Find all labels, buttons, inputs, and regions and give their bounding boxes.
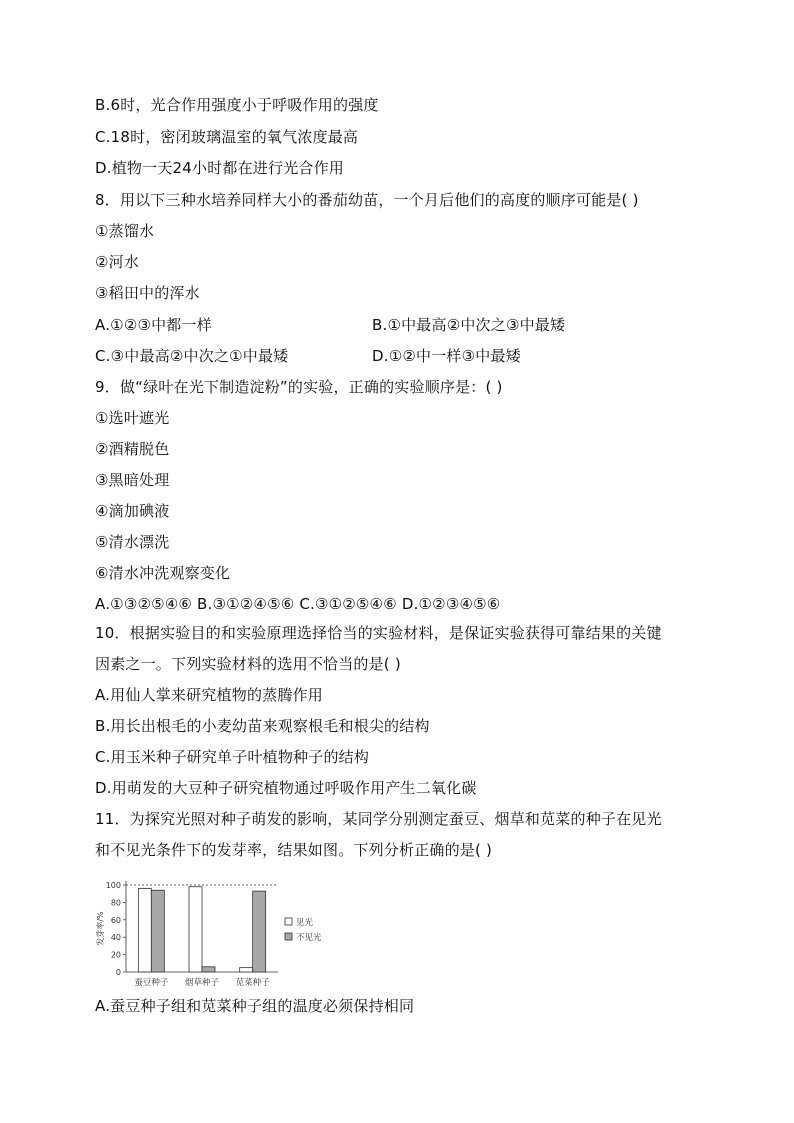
- q11-option-a: A.蚕豆种子组和苋菜种子组的温度必须保持相同: [95, 997, 415, 1015]
- q10-option-c: C.用玉米种子研究单子叶植物种子的结构: [95, 748, 370, 766]
- q10-stem-line-2: 因素之一。下列实验材料的选用不恰当的是( ): [95, 655, 401, 673]
- q11-stem-line-1: 11．为探究光照对种子萌发的影响，某同学分别测定蚕豆、烟草和苋菜的种子在见光: [95, 810, 662, 828]
- y-tick-label: 40: [110, 933, 121, 943]
- q9-options: A.①③②⑤④⑥ B.③①②④⑤⑥ C.③①②⑤④⑥ D.①②③④⑤⑥: [95, 595, 501, 613]
- q9-step-5: ⑤清水漂洗: [95, 533, 170, 551]
- bar-dark-2: [202, 967, 215, 972]
- y-tick-label: 100: [105, 881, 121, 890]
- q8-option-a: A.①②③中都一样: [95, 316, 212, 334]
- q11-stem-line-2: 和不见光条件下的发芽率，结果如图。下列分析正确的是( ): [95, 841, 493, 859]
- y-tick-label: 0: [115, 968, 121, 977]
- q8-option-b: B.①中最高②中次之③中最矮: [372, 316, 566, 334]
- q8-item-2: ②河水: [95, 253, 140, 271]
- legend-label-1: 见光: [296, 918, 314, 928]
- q8-option-d: D.①②中一样③中最矮: [372, 347, 521, 365]
- q7-option-b: B.6时，光合作用强度小于呼吸作用的强度: [95, 96, 379, 114]
- bar-light-1: [138, 888, 151, 972]
- q10-option-d: D.用萌发的大豆种子研究植物通过呼吸作用产生二氧化碳: [95, 779, 477, 797]
- y-tick-label: 60: [110, 915, 121, 925]
- x-category-label: 苋菜种子: [235, 978, 270, 988]
- q7-option-d: D.植物一天24小时都在进行光合作用: [95, 159, 345, 177]
- germination-rate-bar-chart: [92, 876, 332, 994]
- legend-swatch-1: [285, 918, 292, 925]
- q9-step-3: ③黑暗处理: [95, 471, 170, 489]
- bar-light-3: [240, 968, 253, 972]
- q10-stem-line-1: 10．根据实验目的和实验原理选择恰当的实验材料，是保证实验获得可靠结果的关键: [95, 624, 662, 642]
- q8-stem: 8．用以下三种水培养同样大小的番茄幼苗，一个月后他们的高度的顺序可能是( ): [95, 191, 639, 209]
- x-category-label: 蚕豆种子: [134, 978, 169, 988]
- q9-step-6: ⑥清水冲洗观察变化: [95, 564, 231, 582]
- q9-step-1: ①选叶遮光: [95, 409, 170, 427]
- x-category-label: 烟草种子: [184, 978, 220, 988]
- bar-dark-1: [151, 890, 164, 972]
- q10-option-b: B.用长出根毛的小麦幼苗来观察根毛和根尖的结构: [95, 717, 430, 735]
- y-axis-label: 发芽率/%: [96, 911, 105, 946]
- q9-step-4: ④滴加碘液: [95, 502, 170, 520]
- bar-dark-3: [253, 891, 266, 972]
- q9-step-2: ②酒精脱色: [95, 440, 170, 458]
- q8-item-3: ③稻田中的浑水: [95, 284, 200, 302]
- q10-option-a: A.用仙人掌来研究植物的蒸腾作用: [95, 686, 323, 704]
- legend-label-2: 不见光: [296, 933, 322, 943]
- y-tick-label: 20: [110, 950, 121, 960]
- legend-swatch-2: [285, 933, 292, 940]
- q9-stem: 9．做“绿叶在光下制造淀粉”的实验，正确的实验顺序是：( ): [95, 378, 503, 396]
- q7-option-c: C.18时，密闭玻璃温室的氧气浓度最高: [95, 128, 359, 146]
- q8-option-c: C.③中最高②中次之①中最矮: [95, 347, 289, 365]
- q8-item-1: ①蒸馏水: [95, 222, 155, 240]
- y-tick-label: 80: [110, 898, 121, 908]
- bar-light-2: [189, 887, 202, 972]
